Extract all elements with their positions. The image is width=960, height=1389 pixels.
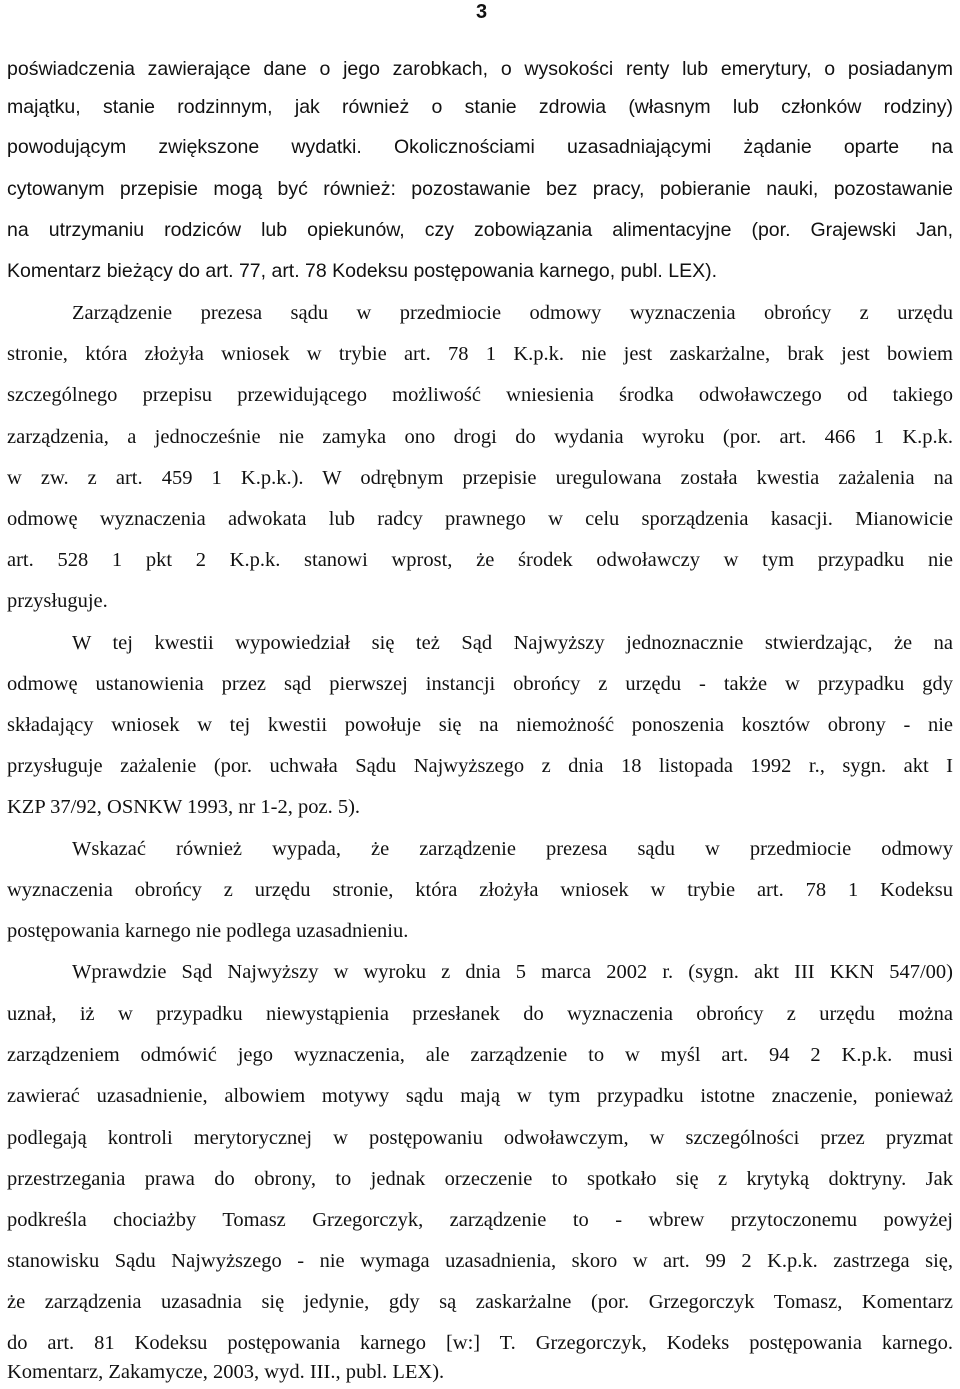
text-line: powodującym zwiększone wydatki. Okolicznościami uzasadniającymi żądanie oparte na <box>7 136 953 158</box>
text-line: wyznaczenia obrońcy z urzędu stronie, która złożyła wniosek w trybie art. 78 1 Kodeksu <box>7 879 953 901</box>
text-line: podkreśla chociażby Tomasz Grzegorczyk, zarządzenie to - wbrew przytoczonemu powyżej <box>7 1209 953 1231</box>
text-line: podlegają kontroli merytorycznej w postępowaniu odwoławczym, w szczególności przez pryzmat <box>7 1127 953 1149</box>
text-line: przysługuje. <box>7 590 108 612</box>
text-line: w zw. z art. 459 1 K.p.k.). W odrębnym przepisie uregulowana została kwestia zażalenia na <box>7 467 953 489</box>
text-line: zawierać uzasadnienie, albowiem motywy sądu mają w tym przypadku istotne znaczenie, ponieważ <box>7 1085 953 1107</box>
text-line: art. 528 1 pkt 2 K.p.k. stanowi wprost, że środek odwoławczy w tym przypadku nie <box>7 549 953 571</box>
text-line: cytowanym przepisie mogą być również: pozostawanie bez pracy, pobieranie nauki, pozostawanie <box>7 178 953 200</box>
text-line: przestrzegania prawa do obrony, to jednak orzeczenie to spotkało się z krytyką doktryny. Jak <box>7 1168 953 1190</box>
text-line: Komentarz, Zakamycze, 2003, wyd. III., publ. LEX). <box>7 1361 445 1383</box>
text-line: stronie, która złożyła wniosek w trybie art. 78 1 K.p.k. nie jest zaskarżalne, brak jest bowiem <box>7 343 953 365</box>
text-line: na utrzymaniu rodziców lub opiekunów, czy zobowiązania alimentacyjne (por. Grajewski Jan, <box>7 219 953 241</box>
text-line: postępowania karnego nie podlega uzasadnieniu. <box>7 920 409 942</box>
text-line: poświadczenia zawierające dane o jego zarobkach, o wysokości renty lub emerytury, o posiadanym <box>7 58 953 80</box>
text-line: zarządzenia, a jednocześnie nie zamyka ono drogi do wydania wyroku (por. art. 466 1 K.p.k. <box>7 426 953 448</box>
text-line: majątku, stanie rodzinnym, jak również o stanie zdrowia (własnym lub członków rodziny) <box>7 96 953 118</box>
text-line: uznał, iż w przypadku niewystąpienia przesłanek do wyznaczenia obrońcy z urzędu można <box>7 1003 953 1025</box>
text-line: Zarządzenie prezesa sądu w przedmiocie odmowy wyznaczenia obrońcy z urzędu <box>72 302 953 324</box>
text-line: do art. 81 Kodeksu postępowania karnego [w:] T. Grzegorczyk, Kodeks postępowania karnego. <box>7 1332 953 1354</box>
text-line: Wprawdzie Sąd Najwyższy w wyroku z dnia 5 marca 2002 r. (sygn. akt III KKN 547/00) <box>72 961 953 983</box>
text-line: składający wniosek w tej kwestii powołuje się na niemożność ponoszenia kosztów obrony - nie <box>7 714 953 736</box>
text-line: odmowę wyznaczenia adwokata lub radcy prawnego w celu sporządzenia kasacji. Mianowicie <box>7 508 953 530</box>
page-number: 3 <box>476 1 488 23</box>
text-line: przysługuje zażalenie (por. uchwała Sądu Najwyższego z dnia 18 listopada 1992 r., sygn. akt I <box>7 755 953 777</box>
text-line: zarządzeniem odmówić jego wyznaczenia, ale zarządzenie to w myśl art. 94 2 K.p.k. musi <box>7 1044 953 1066</box>
text-line: Wskazać również wypada, że zarządzenie prezesa sądu w przedmiocie odmowy <box>72 838 953 860</box>
text-line: KZP 37/92, OSNKW 1993, nr 1-2, poz. 5). <box>7 796 361 818</box>
text-line: że zarządzenia uzasadnia się jedynie, gdy są zaskarżalne (por. Grzegorczyk Tomasz, Komentarz <box>7 1291 953 1313</box>
text-line: odmowę ustanowienia przez sąd pierwszej instancji obrońcy z urzędu - także w przypadku gdy <box>7 673 953 695</box>
text-line: W tej kwestii wypowiedział się też Sąd Najwyższy jednoznacznie stwierdzając, że na <box>72 632 953 654</box>
text-line: szczególnego przepisu przewidującego możliwość wniesienia środka odwoławczego od takiego <box>7 384 953 406</box>
text-line: Komentarz bieżący do art. 77, art. 78 Kodeksu postępowania karnego, publ. LEX). <box>7 260 718 282</box>
text-line: stanowisku Sądu Najwyższego - nie wymaga uzasadnienia, skoro w art. 99 2 K.p.k. zastrzega się, <box>7 1250 953 1272</box>
